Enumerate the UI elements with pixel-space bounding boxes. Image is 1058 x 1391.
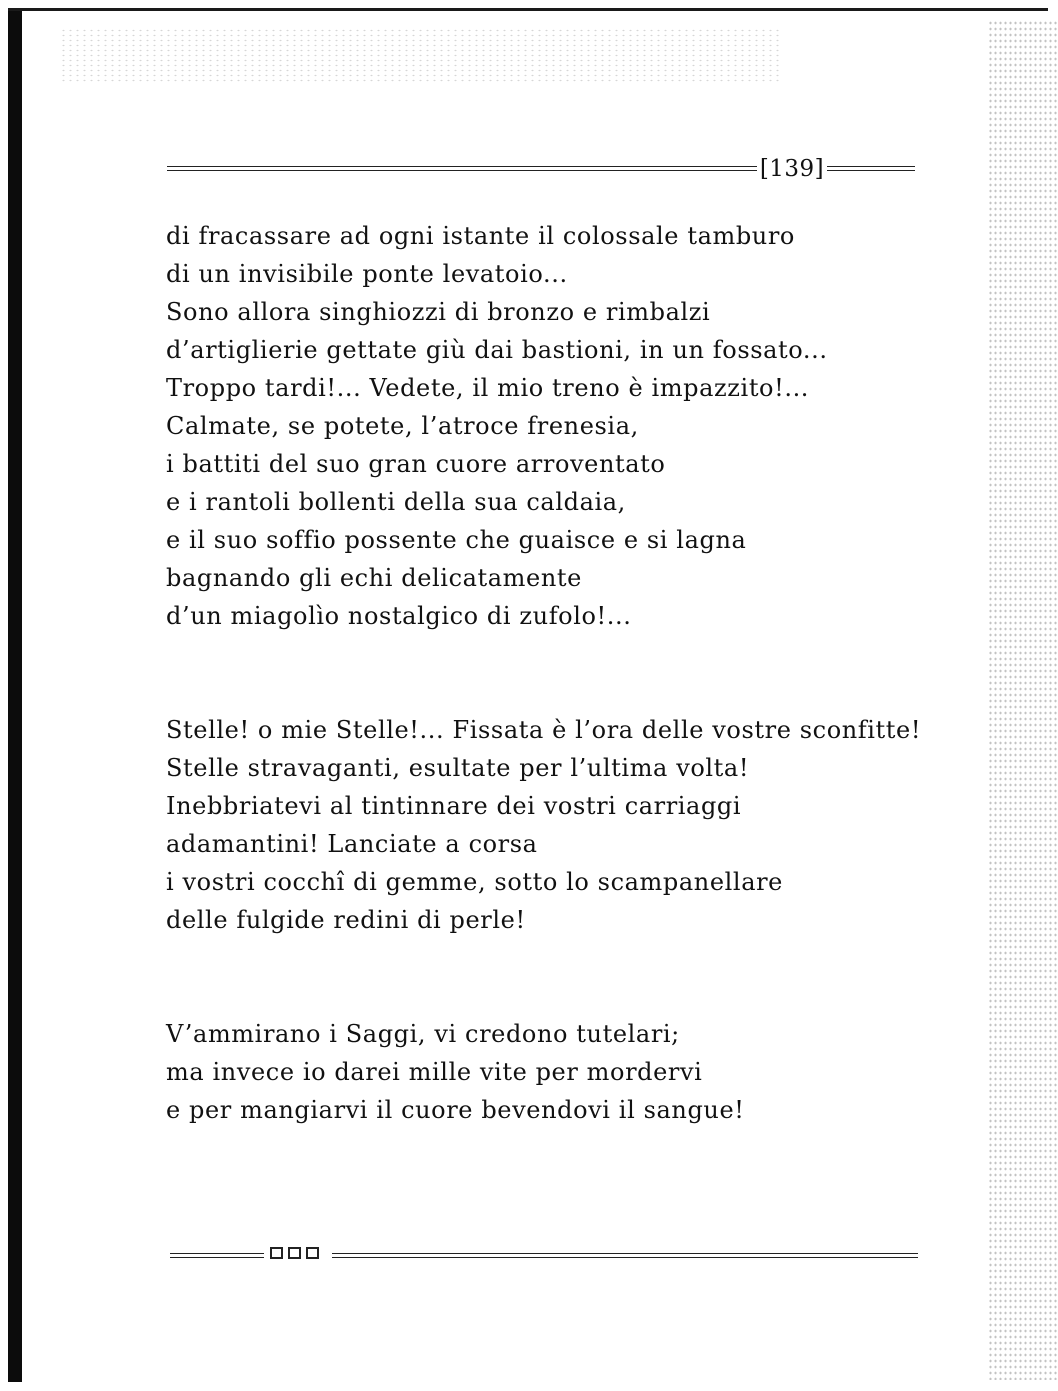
footer-rule-left [170, 1253, 264, 1258]
poem-line: d’artiglierie gettate giù dai bastioni, in un fossato... [166, 336, 828, 364]
square-ornament-icon [288, 1247, 301, 1259]
poem-line: Inebbriatevi al tintinnare dei vostri carriaggi [166, 792, 742, 820]
poem-line: Sono allora singhiozzi di bronzo e rimbalzi [166, 298, 711, 326]
poem-line: i vostri cocchî di gemme, sotto lo scampanellare [166, 868, 783, 896]
poem-line: e i rantoli bollenti della sua caldaia, [166, 488, 626, 516]
header-rule-left [167, 166, 757, 171]
page-header [167, 154, 915, 184]
page-number: [139] [759, 156, 825, 182]
scan-left-edge [8, 10, 22, 1382]
header-rule-right [827, 166, 915, 171]
poem-body [166, 217, 946, 1129]
page-footer [170, 1243, 918, 1269]
poem-line: V’ammirano i Saggi, vi credono tutelari; [166, 1020, 680, 1048]
stanza [166, 711, 946, 939]
stanza [166, 217, 946, 635]
footer-rule-right [332, 1253, 918, 1258]
poem-line: Stelle stravaganti, esultate per l’ultima volta! [166, 754, 750, 782]
poem-line: di un invisibile ponte levatoio... [166, 260, 568, 288]
poem-line: Troppo tardi!... Vedete, il mio treno è impazzito!... [166, 374, 810, 402]
scan-top-edge [8, 8, 1048, 11]
poem-line: Calmate, se potete, l’atroce frenesia, [166, 412, 639, 440]
poem-line: e per mangiarvi il cuore bevendovi il sangue! [166, 1096, 745, 1124]
poem-line: ma invece io darei mille vite per mordervi [166, 1058, 703, 1086]
scan-noise-top [60, 28, 780, 82]
poem-line: di fracassare ad ogni istante il colossale tamburo [166, 222, 795, 250]
three-squares-ornament-icon [270, 1247, 319, 1259]
square-ornament-icon [270, 1247, 283, 1259]
stanza [166, 1015, 946, 1129]
poem-line: delle fulgide redini di perle! [166, 906, 526, 934]
scan-noise-right [988, 20, 1058, 1380]
square-ornament-icon [306, 1247, 319, 1259]
poem-line: bagnando gli echi delicatamente [166, 564, 582, 592]
poem-line: adamantini! Lanciate a corsa [166, 830, 538, 858]
poem-line: d’un miagolìo nostalgico di zufolo!... [166, 602, 632, 630]
poem-line: i battiti del suo gran cuore arroventato [166, 450, 666, 478]
poem-line: Stelle! o mie Stelle!... Fissata è l’ora delle vostre sconfitte! [166, 716, 922, 744]
poem-line: e il suo soffio possente che guaisce e si lagna [166, 526, 747, 554]
